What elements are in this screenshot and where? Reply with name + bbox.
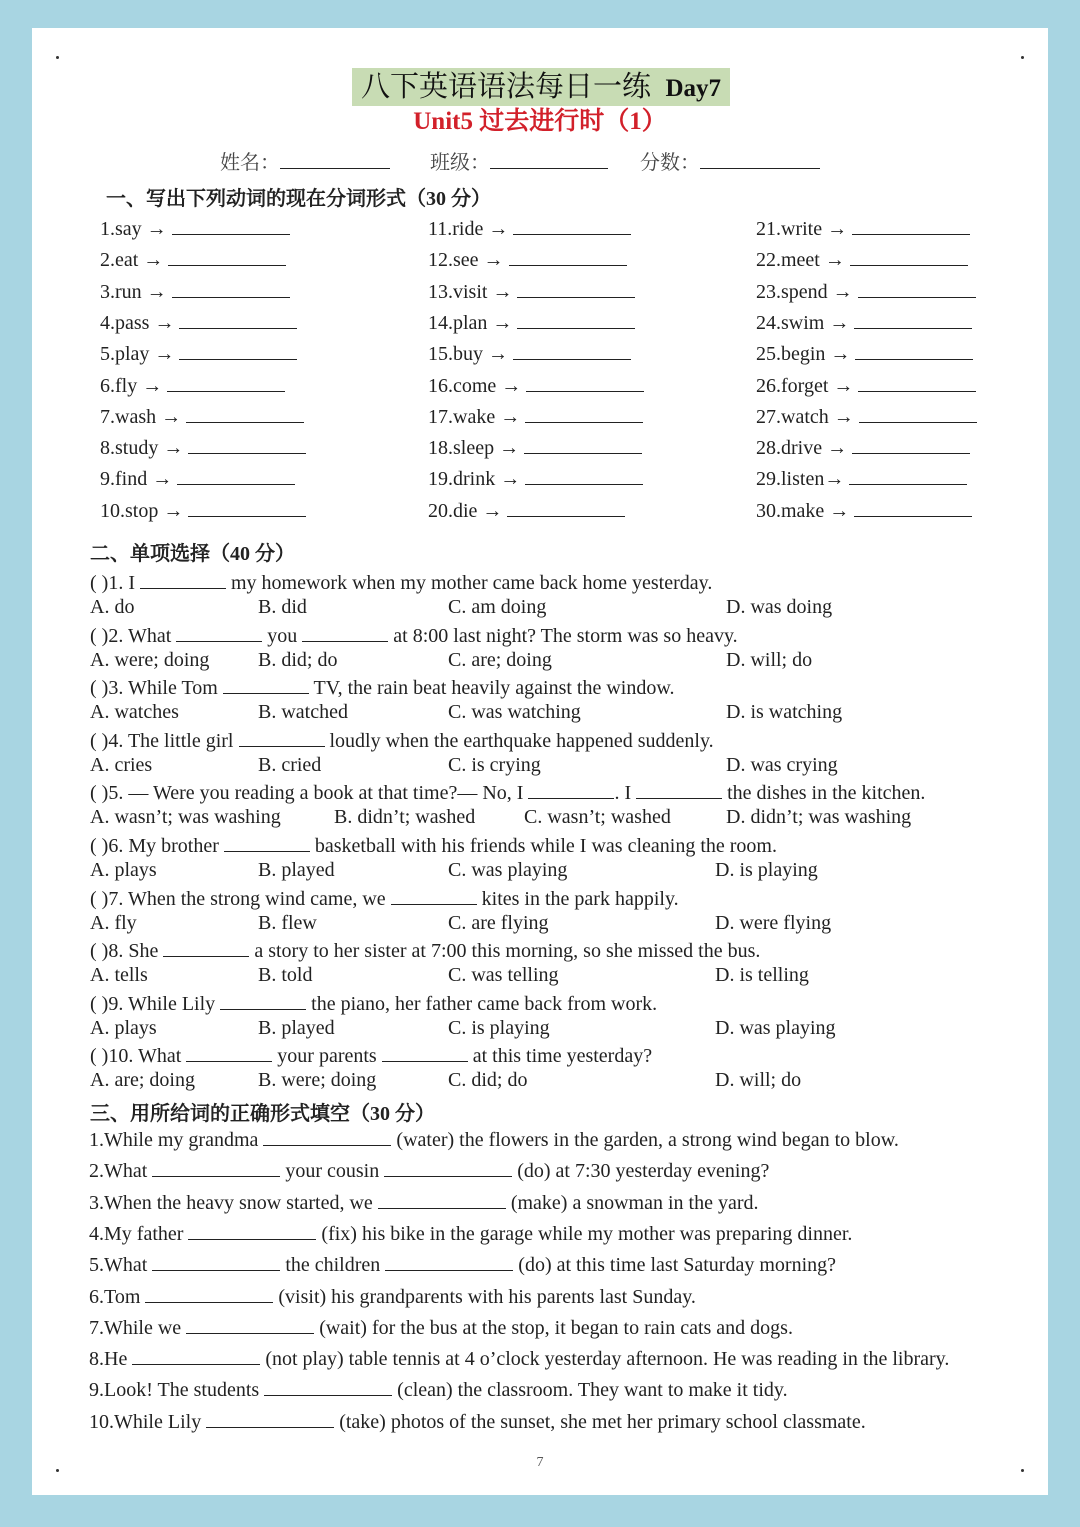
score-blank[interactable] — [700, 150, 820, 169]
question-5 — [90, 780, 925, 805]
answer-blank[interactable] — [264, 1377, 392, 1396]
choice-b[interactable]: B. watched — [258, 701, 348, 724]
choice-a[interactable]: A. fly — [90, 911, 137, 934]
answer-blank[interactable] — [223, 675, 309, 694]
answer-blank[interactable] — [145, 1284, 273, 1303]
answer-blank[interactable] — [859, 404, 977, 423]
answer-blank[interactable] — [528, 780, 614, 799]
answer-blank[interactable] — [636, 780, 722, 799]
verb-item — [428, 466, 643, 491]
answer-blank[interactable] — [263, 1127, 391, 1146]
verb-item — [100, 373, 285, 398]
choice-c[interactable]: C. was telling — [448, 964, 559, 987]
choice-c[interactable]: C. was playing — [448, 859, 568, 881]
verb-label: 7.wash → — [100, 405, 182, 428]
section2-heading: 二、单项选择（40 分） — [90, 543, 295, 565]
verb-item — [756, 404, 977, 429]
item-text: (not play) table tennis at 4 o’clock yesterday afternoon. He was reading in the library. — [260, 1348, 950, 1371]
question-2 — [90, 623, 738, 648]
question-text: at 8:00 last night? The storm was so heavy. — [388, 624, 738, 647]
verb-label: 14.plan → — [428, 311, 513, 334]
answer-blank[interactable] — [186, 1315, 314, 1334]
class-label: 班级： — [430, 152, 490, 174]
verb-label: 27.watch → — [756, 405, 854, 428]
verb-item — [428, 310, 635, 335]
verb-label: 26.forget → — [756, 374, 854, 397]
fill-item-8 — [89, 1346, 949, 1371]
choice-a[interactable]: A. were; doing — [90, 648, 210, 671]
choice-c[interactable]: C. am doing — [448, 596, 547, 618]
choice-c[interactable]: C. was watching — [448, 701, 581, 724]
answer-blank[interactable] — [517, 310, 635, 329]
fill-item-7 — [89, 1315, 793, 1340]
question-text: ( )10. What — [90, 1045, 187, 1068]
answer-blank[interactable] — [176, 623, 262, 642]
question-text: ( )2. What — [90, 624, 177, 647]
choice-a[interactable]: A. watches — [90, 701, 179, 724]
question-text: a story to her sister at 7:00 this morning, so she missed the bus. — [249, 940, 761, 963]
verb-item — [756, 279, 976, 304]
verb-label: 11.ride → — [428, 218, 509, 240]
verb-label: 29.listen→ — [756, 468, 845, 491]
verb-item — [756, 247, 968, 272]
verb-label: 6.fly → — [100, 374, 163, 397]
choice-a[interactable]: A. wasn’t; was washing — [90, 806, 281, 829]
choice-d[interactable]: D. were flying — [715, 911, 832, 934]
item-text: (do) at 7:30 yesterday evening? — [512, 1160, 770, 1183]
choice-b[interactable]: B. played — [258, 1016, 335, 1039]
verb-item — [428, 216, 631, 241]
corner-dot — [1021, 56, 1024, 59]
choice-d[interactable]: D. was crying — [726, 753, 838, 776]
verb-label: 22.meet → — [756, 249, 845, 272]
choice-d[interactable]: D. was playing — [715, 1016, 836, 1039]
question-text: kites in the park happily. — [476, 887, 679, 910]
verb-item — [100, 279, 290, 304]
verb-label: 28.drive → — [756, 437, 848, 460]
item-text: 9.Look! The students — [89, 1379, 265, 1402]
answer-blank[interactable] — [168, 247, 286, 266]
verb-label: 4.pass → — [100, 311, 175, 334]
item-text: 10.While Lily — [89, 1410, 207, 1433]
verb-label: 19.drink → — [428, 468, 521, 491]
choice-b[interactable]: B. did; do — [258, 648, 338, 671]
item-text: 5.What — [89, 1254, 153, 1277]
item-text: (make) a snowman in the yard. — [505, 1191, 759, 1214]
choice-b[interactable]: B. played — [258, 859, 335, 881]
answer-blank[interactable] — [172, 279, 290, 298]
page-subtitle: Unit5 过去进行时（1） — [413, 108, 667, 135]
verb-item — [100, 310, 297, 335]
verb-item — [100, 216, 290, 241]
verb-label: 15.buy → — [428, 343, 508, 366]
answer-blank[interactable] — [526, 373, 644, 392]
answer-blank[interactable] — [384, 1158, 512, 1177]
item-text: your cousin — [280, 1160, 385, 1183]
verb-item — [428, 498, 625, 523]
choice-a[interactable]: A. plays — [90, 1016, 157, 1039]
question-text: your parents — [272, 1045, 382, 1068]
verb-item — [428, 373, 644, 398]
answer-blank[interactable] — [140, 570, 226, 589]
verb-label: 24.swim → — [756, 311, 850, 334]
item-text: (do) at this time last Saturday morning? — [513, 1254, 836, 1277]
answer-blank[interactable] — [525, 404, 643, 423]
verb-label: 13.visit → — [428, 280, 513, 303]
answer-blank[interactable] — [132, 1346, 260, 1365]
answer-blank[interactable] — [525, 466, 643, 485]
choice-d[interactable]: D. will; do — [726, 648, 813, 671]
choice-d[interactable]: D. is watching — [726, 701, 843, 724]
verb-item — [100, 341, 297, 366]
fill-item-6 — [89, 1284, 696, 1309]
title-text: 八下英语语法每日一练 — [360, 71, 651, 103]
question-text: ( )5. — Were you reading a book at that time?— No, I — [90, 782, 529, 805]
question-text: ( )3. While Tom — [90, 677, 223, 700]
item-text: 1.While my grandma — [89, 1129, 264, 1151]
page-number: 7 — [536, 1455, 544, 1470]
answer-blank[interactable] — [167, 373, 285, 392]
item-text: (wait) for the bus at the stop, it began to rain cats and dogs. — [314, 1316, 793, 1339]
verb-item — [428, 341, 631, 366]
fill-item-2 — [89, 1158, 769, 1183]
fill-item-9 — [89, 1377, 788, 1402]
question-text: ( )1. I — [90, 572, 140, 594]
answer-blank[interactable] — [852, 216, 970, 235]
verb-label: 20.die → — [428, 499, 503, 522]
choice-a[interactable]: A. are; doing — [90, 1069, 195, 1092]
answer-blank[interactable] — [163, 938, 249, 957]
question-text: basketball with his friends while I was cleaning the room. — [309, 835, 777, 857]
answer-blank[interactable] — [172, 216, 290, 235]
verb-item — [100, 404, 304, 429]
item-text: (visit) his grandparents with his parents last Sunday. — [273, 1285, 696, 1308]
verb-label: 8.study → — [100, 437, 184, 460]
item-text: 3.When the heavy snow started, we — [89, 1191, 378, 1214]
verb-item — [428, 435, 642, 460]
answer-blank[interactable] — [188, 1221, 316, 1240]
answer-blank[interactable] — [188, 498, 306, 517]
verb-label: 12.see → — [428, 249, 504, 272]
answer-blank[interactable] — [858, 279, 976, 298]
choice-b[interactable]: B. cried — [258, 753, 322, 776]
fill-item-1 — [89, 1127, 899, 1152]
class-blank[interactable] — [490, 150, 608, 169]
choice-a[interactable]: A. tells — [90, 964, 148, 987]
title-day: Day7 — [665, 75, 722, 102]
choice-c[interactable]: C. wasn’t; washed — [524, 806, 671, 829]
question-text: loudly when the earthquake happened suddenly. — [324, 729, 714, 752]
verb-label: 9.find → — [100, 468, 173, 491]
item-text: (take) photos of the sunset, she met her primary school classmate. — [334, 1410, 866, 1433]
choice-c[interactable]: C. is playing — [448, 1016, 550, 1039]
answer-blank[interactable] — [179, 341, 297, 360]
item-text: 6.Tom — [89, 1285, 146, 1308]
answer-blank[interactable] — [517, 279, 635, 298]
section1-heading: 一、写出下列动词的现在分词形式（30 分） — [106, 188, 491, 210]
question-text: ( )7. When the strong wind came, we — [90, 887, 391, 910]
choice-b[interactable]: B. did — [258, 596, 307, 618]
choice-a[interactable]: A. plays — [90, 859, 157, 881]
answer-blank[interactable] — [513, 216, 631, 235]
answer-blank[interactable] — [852, 435, 970, 454]
item-text: (fix) his bike in the garage while my mother was preparing dinner. — [316, 1222, 853, 1245]
answer-blank[interactable] — [239, 728, 325, 747]
answer-blank[interactable] — [177, 466, 295, 485]
question-text: the dishes in the kitchen. — [722, 782, 926, 805]
verb-item — [100, 466, 295, 491]
answer-blank[interactable] — [220, 991, 306, 1010]
name-blank[interactable] — [280, 150, 390, 169]
verb-item — [100, 498, 306, 523]
choice-d[interactable]: D. is telling — [715, 964, 809, 987]
verb-label: 18.sleep → — [428, 437, 520, 460]
answer-blank[interactable] — [524, 435, 642, 454]
choice-a[interactable]: A. do — [90, 596, 135, 618]
choice-d[interactable]: D. didn’t; was washing — [726, 806, 912, 829]
verb-label: 2.eat → — [100, 249, 164, 272]
question-8 — [90, 938, 760, 963]
question-text: ( )4. The little girl — [90, 729, 239, 752]
answer-blank[interactable] — [188, 435, 306, 454]
choice-d[interactable]: D. will; do — [715, 1069, 802, 1092]
verb-item — [756, 341, 973, 366]
answer-blank[interactable] — [152, 1158, 280, 1177]
answer-blank[interactable] — [513, 341, 631, 360]
verb-label: 1.say → — [100, 218, 167, 240]
verb-item — [428, 279, 635, 304]
question-text: at this time yesterday? — [467, 1045, 653, 1068]
score-label: 分数： — [640, 152, 700, 174]
question-10 — [90, 1043, 652, 1068]
verb-item — [756, 310, 972, 335]
answer-blank[interactable] — [179, 310, 297, 329]
verb-item — [756, 498, 972, 523]
choice-b[interactable]: B. told — [258, 964, 313, 987]
student-info — [220, 146, 820, 175]
answer-blank[interactable] — [507, 498, 625, 517]
question-text: ( )6. My brother — [90, 835, 224, 857]
answer-blank[interactable] — [186, 404, 304, 423]
verb-label: 5.play → — [100, 343, 175, 366]
item-text: 4.My father — [89, 1222, 189, 1245]
answer-blank[interactable] — [854, 310, 972, 329]
question-text: TV, the rain beat heavily against the window. — [308, 677, 675, 700]
answer-blank[interactable] — [186, 1043, 272, 1062]
verb-item — [756, 466, 967, 491]
verb-label: 10.stop → — [100, 499, 184, 522]
question-text: ( )9. While Lily — [90, 992, 221, 1015]
question-6 — [90, 833, 777, 858]
question-text: the piano, her father came back from work. — [306, 992, 658, 1015]
name-label: 姓名： — [220, 152, 280, 174]
answer-blank[interactable] — [385, 1252, 513, 1271]
verb-label: 3.run → — [100, 280, 167, 303]
answer-blank[interactable] — [854, 498, 972, 517]
question-text: you — [262, 624, 303, 647]
fill-item-4 — [89, 1221, 852, 1246]
choice-c[interactable]: C. did; do — [448, 1069, 528, 1092]
question-text: ( )8. She — [90, 940, 164, 963]
item-text: 7.While we — [89, 1316, 187, 1339]
verb-item — [756, 216, 970, 241]
answer-blank[interactable] — [849, 466, 967, 485]
question-text: . I — [614, 782, 637, 805]
verb-item — [756, 373, 976, 398]
item-text: (clean) the classroom. They want to make it tidy. — [392, 1379, 788, 1402]
question-9 — [90, 991, 657, 1016]
corner-dot — [56, 56, 59, 59]
choice-c[interactable]: C. is crying — [448, 753, 541, 776]
verb-label: 25.begin → — [756, 343, 851, 366]
item-text: 2.What — [89, 1160, 153, 1183]
question-1 — [90, 570, 712, 595]
verb-item — [756, 435, 970, 460]
answer-blank[interactable] — [224, 833, 310, 852]
answer-blank[interactable] — [302, 623, 388, 642]
question-text: my homework when my mother came back home yesterday. — [225, 572, 713, 594]
fill-item-5 — [89, 1252, 836, 1277]
question-7 — [90, 886, 679, 911]
verb-item — [428, 404, 643, 429]
answer-blank[interactable] — [152, 1252, 280, 1271]
choice-c[interactable]: C. are; doing — [448, 648, 552, 671]
verb-label: 21.write → — [756, 218, 848, 240]
fill-item-3 — [89, 1190, 759, 1215]
verb-label: 23.spend → — [756, 280, 853, 303]
choice-b[interactable]: B. didn’t; washed — [334, 806, 476, 829]
answer-blank[interactable] — [509, 247, 627, 266]
item-text: the children — [280, 1254, 386, 1277]
verb-label: 17.wake → — [428, 405, 521, 428]
verb-label: 16.come → — [428, 374, 522, 397]
answer-blank[interactable] — [858, 373, 976, 392]
choice-b[interactable]: B. flew — [258, 911, 317, 934]
answer-blank[interactable] — [391, 886, 477, 905]
answer-blank[interactable] — [855, 341, 973, 360]
answer-blank[interactable] — [850, 247, 968, 266]
section3-heading: 三、用所给词的正确形式填空（30 分） — [90, 1103, 435, 1125]
choice-c[interactable]: C. are flying — [448, 911, 549, 934]
verb-item — [100, 247, 286, 272]
answer-blank[interactable] — [206, 1409, 334, 1428]
choice-d[interactable]: D. is playing — [715, 859, 818, 881]
page-title — [352, 68, 730, 106]
item-text: 8.He — [89, 1348, 133, 1371]
question-3 — [90, 675, 675, 700]
choice-b[interactable]: B. were; doing — [258, 1069, 377, 1092]
verb-label: 30.make → — [756, 499, 850, 522]
answer-blank[interactable] — [378, 1190, 506, 1209]
answer-blank[interactable] — [382, 1043, 468, 1062]
choice-d[interactable]: D. was doing — [726, 596, 833, 618]
verb-item — [428, 247, 627, 272]
item-text: (water) the flowers in the garden, a strong wind began to blow. — [391, 1129, 899, 1151]
choice-a[interactable]: A. cries — [90, 753, 153, 776]
fill-item-10 — [89, 1409, 866, 1434]
verb-item — [100, 435, 306, 460]
question-4 — [90, 728, 714, 753]
